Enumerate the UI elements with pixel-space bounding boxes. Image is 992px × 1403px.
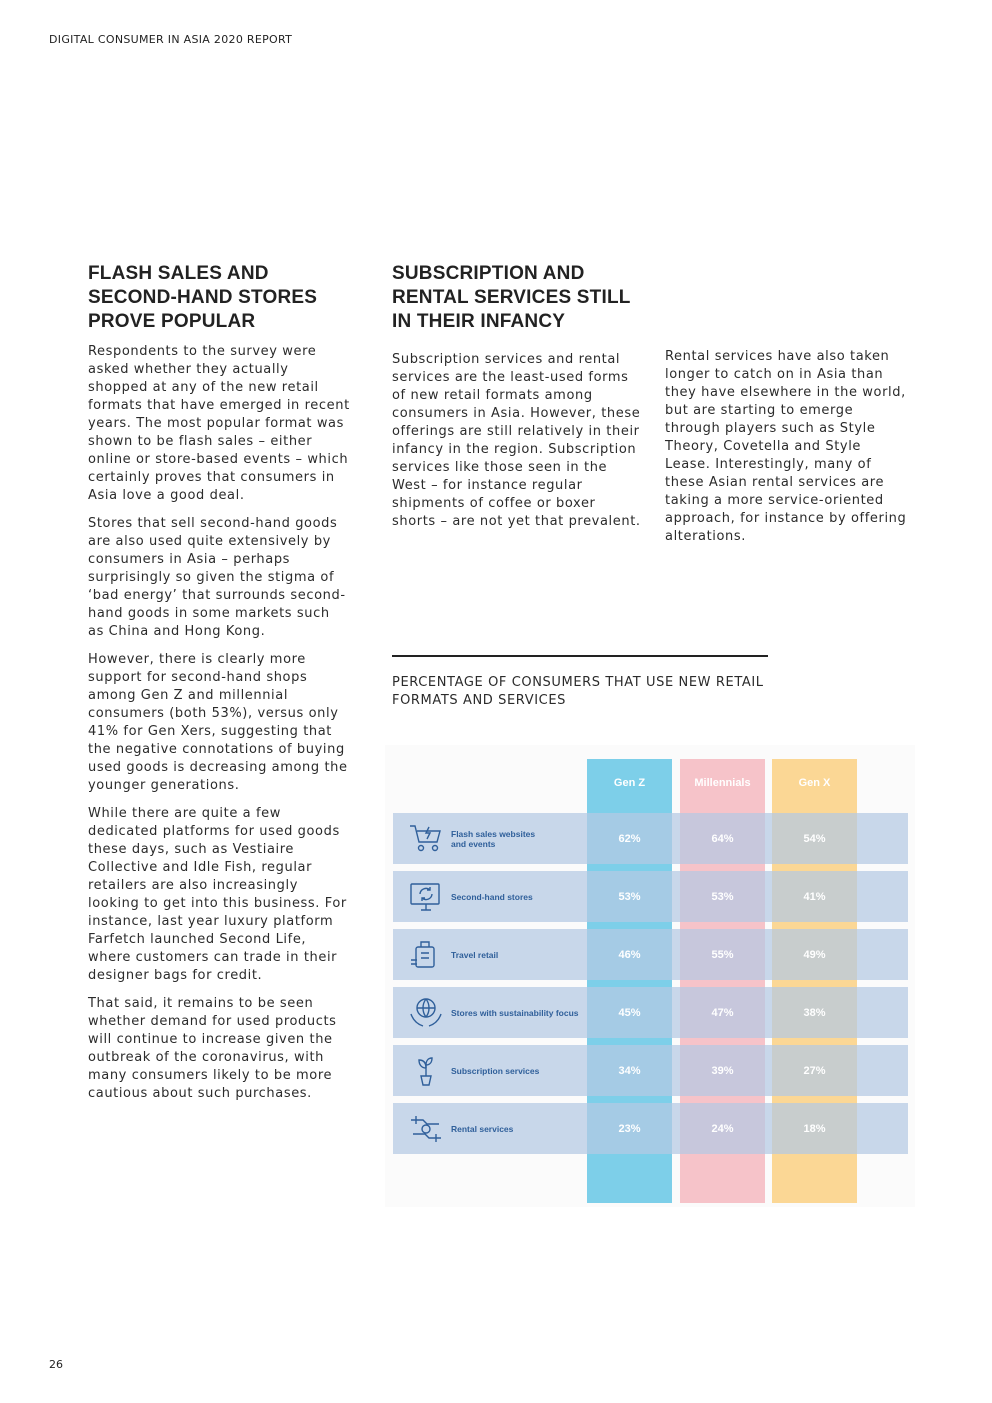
cell-gen-z: 23% <box>618 1122 641 1135</box>
column-header-millennials: Millennials <box>694 777 751 789</box>
table-row <box>393 1103 908 1154</box>
plant-icon <box>408 1054 444 1088</box>
globe-hands-icon <box>408 996 444 1030</box>
paragraph: Rental services have also taken longer to catch on in Asia than they have elsewhere in the world, but are starting to emerge through players such as Style Theory, Covetella and Style Lease. Interestingly, many of these Asian rental services are taking a more service-oriented approach, for instance by offering alterations. <box>665 349 907 544</box>
cell-gen-z: 45% <box>618 1006 641 1019</box>
row-label: Stores with sustainability focus <box>451 1007 579 1018</box>
cell-gen-x: 49% <box>803 948 826 961</box>
paragraph: While there are quite a few dedicated platforms for used goods these days, such as Vestiaire Collective and Idle Fish, regular retailers are also increasingly looking to get into this business. For instance, last year luxury platform Farfetch launched Second Life, where customers can trade in their designer bags for credit. <box>88 806 347 983</box>
row-label: Second-hand stores <box>451 891 533 902</box>
recycle-computer-icon <box>408 880 444 914</box>
table-row <box>393 871 908 922</box>
retail-formats-table <box>385 745 915 1207</box>
paragraph: However, there is clearly more support for second-hand shops among Gen Z and millennial consumers (both 53%), versus only 41% for Gen Xers, suggesting that the negative connotations of buying used goods is decreasing among the younger generations. <box>88 652 348 793</box>
section-heading-subscription: SUBSCRIPTION AND RENTAL SERVICES STILL IN THEIR INFANCY <box>392 263 631 332</box>
cell-gen-z: 34% <box>618 1064 641 1077</box>
cell-gen-x: 41% <box>803 890 826 903</box>
shopping-cart-lightning-icon <box>408 822 444 856</box>
paragraph: Subscription services and rental services are the least-used forms of new retail formats among consumers in Asia. However, these offerings are still relatively in their infancy in the region. Subscription services like those seen in the West – for instance regular shipments of coffee or boxer shorts – are not yet that prevalent. <box>392 352 641 529</box>
table-row <box>393 813 908 864</box>
cell-millennials: 39% <box>711 1064 734 1077</box>
cell-gen-z: 53% <box>618 890 641 903</box>
left-column <box>88 343 350 1113</box>
section-heading-flash-sales: FLASH SALES AND SECOND-HAND STORES PROVE POPULAR <box>88 263 318 332</box>
page-number: 26 <box>49 1358 63 1371</box>
right-column <box>665 348 910 556</box>
column-header-gen-x: Gen X <box>798 777 831 789</box>
paragraph: Respondents to the survey were asked whether they actually shopped at any of the new retail formats that have emerged in recent years. The most popular format was shown to be flash sales – either online or store-based events – which certainly proves that consumers in Asia love a good deal. <box>88 344 350 503</box>
row-label: Travel retail <box>451 949 499 960</box>
table-row <box>393 1045 908 1096</box>
paragraph: That said, it remains to be seen whether demand for used products will continue to increase given the outbreak of the coronavirus, with many consumers likely to be more cautious about such purchases. <box>88 996 337 1101</box>
report-header: DIGITAL CONSUMER IN ASIA 2020 REPORT <box>49 33 293 46</box>
table-row <box>393 987 908 1038</box>
luggage-icon <box>408 938 444 972</box>
table-row <box>393 929 908 980</box>
cell-gen-x: 18% <box>803 1122 826 1135</box>
cell-gen-z: 62% <box>618 832 641 845</box>
cell-millennials: 64% <box>711 832 734 845</box>
row-label: Rental services <box>451 1123 514 1134</box>
cell-millennials: 55% <box>711 948 734 961</box>
row-label: Flash sales websites and events <box>451 828 536 849</box>
paragraph: Stores that sell second-hand goods are also used quite extensively by consumers in Asia – perhaps surprisingly so given the stigma of ‘bad energy’ that surrounds second-hand goods in some markets such as China and Hong Kong. <box>88 516 346 639</box>
row-label: Subscription services <box>451 1065 540 1076</box>
chart-title: PERCENTAGE OF CONSUMERS THAT USE NEW RETAIL FORMATS AND SERVICES <box>392 675 764 708</box>
divider-rule <box>392 655 768 657</box>
cell-gen-x: 54% <box>803 832 826 845</box>
middle-column <box>392 351 642 541</box>
cell-millennials: 24% <box>711 1122 734 1135</box>
column-header-gen-z: Gen Z <box>613 777 646 789</box>
hand-exchange-icon <box>408 1112 444 1146</box>
cell-gen-z: 46% <box>618 948 641 961</box>
cell-millennials: 47% <box>711 1006 734 1019</box>
cell-gen-x: 27% <box>803 1064 826 1077</box>
cell-gen-x: 38% <box>803 1006 826 1019</box>
cell-millennials: 53% <box>711 890 734 903</box>
